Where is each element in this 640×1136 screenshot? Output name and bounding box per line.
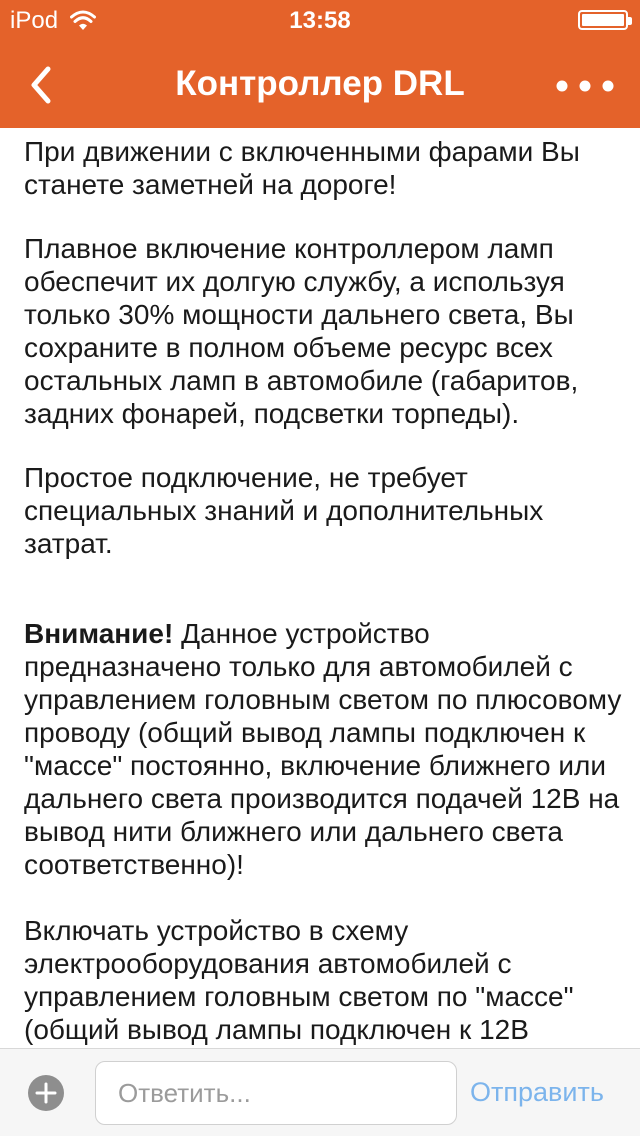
battery-icon (578, 10, 628, 30)
warning-text: Данное устройство предназначено только для автомобилей с управлением головным светом по плюсовому проводу (общий вывод лампы подключен к "массе" постоянно, включение ближнего или дальнего света производится подачей 12В на вывод нити ближнего или дальнего света соответственно)! (24, 618, 622, 880)
message-content (24, 128, 624, 1048)
reply-input[interactable] (95, 1061, 457, 1125)
more-button[interactable] (552, 68, 618, 104)
paragraph: Включать устройство в схему электрооборудования автомобилей с управлением головным светом по "массе" (общий вывод лампы подключен к 12В (24, 915, 574, 1045)
send-button[interactable]: Отправить (470, 1077, 604, 1107)
ellipsis-icon (552, 68, 618, 104)
paragraph: При движении с включенными фарами Вы станете заметней на дороге! (24, 136, 580, 200)
carrier-label: iPod (10, 7, 59, 34)
paragraph: Плавное включение контроллером ламп обеспечит их долгую службу, а используя только 30% мощности дальнего света, Вы сохраните в полном объеме ресурс всех остальных ламп в автомобиле (габаритов, задних фонарей, подсветки торпеды). (24, 233, 579, 429)
app-header (0, 0, 640, 128)
status-time: 13:58 (289, 7, 351, 34)
page-title: Контроллер DRL (175, 64, 465, 103)
plus-circle-icon (28, 1075, 64, 1111)
reply-bar (0, 1048, 640, 1136)
nav-bar (0, 40, 640, 128)
warning-paragraph (24, 617, 624, 881)
status-bar (0, 0, 640, 40)
warning-label: Внимание! (24, 618, 174, 649)
paragraph: Простое подключение, не требует специальных знаний и дополнительных затрат. (24, 462, 544, 559)
add-attachment-button[interactable] (28, 1075, 64, 1111)
